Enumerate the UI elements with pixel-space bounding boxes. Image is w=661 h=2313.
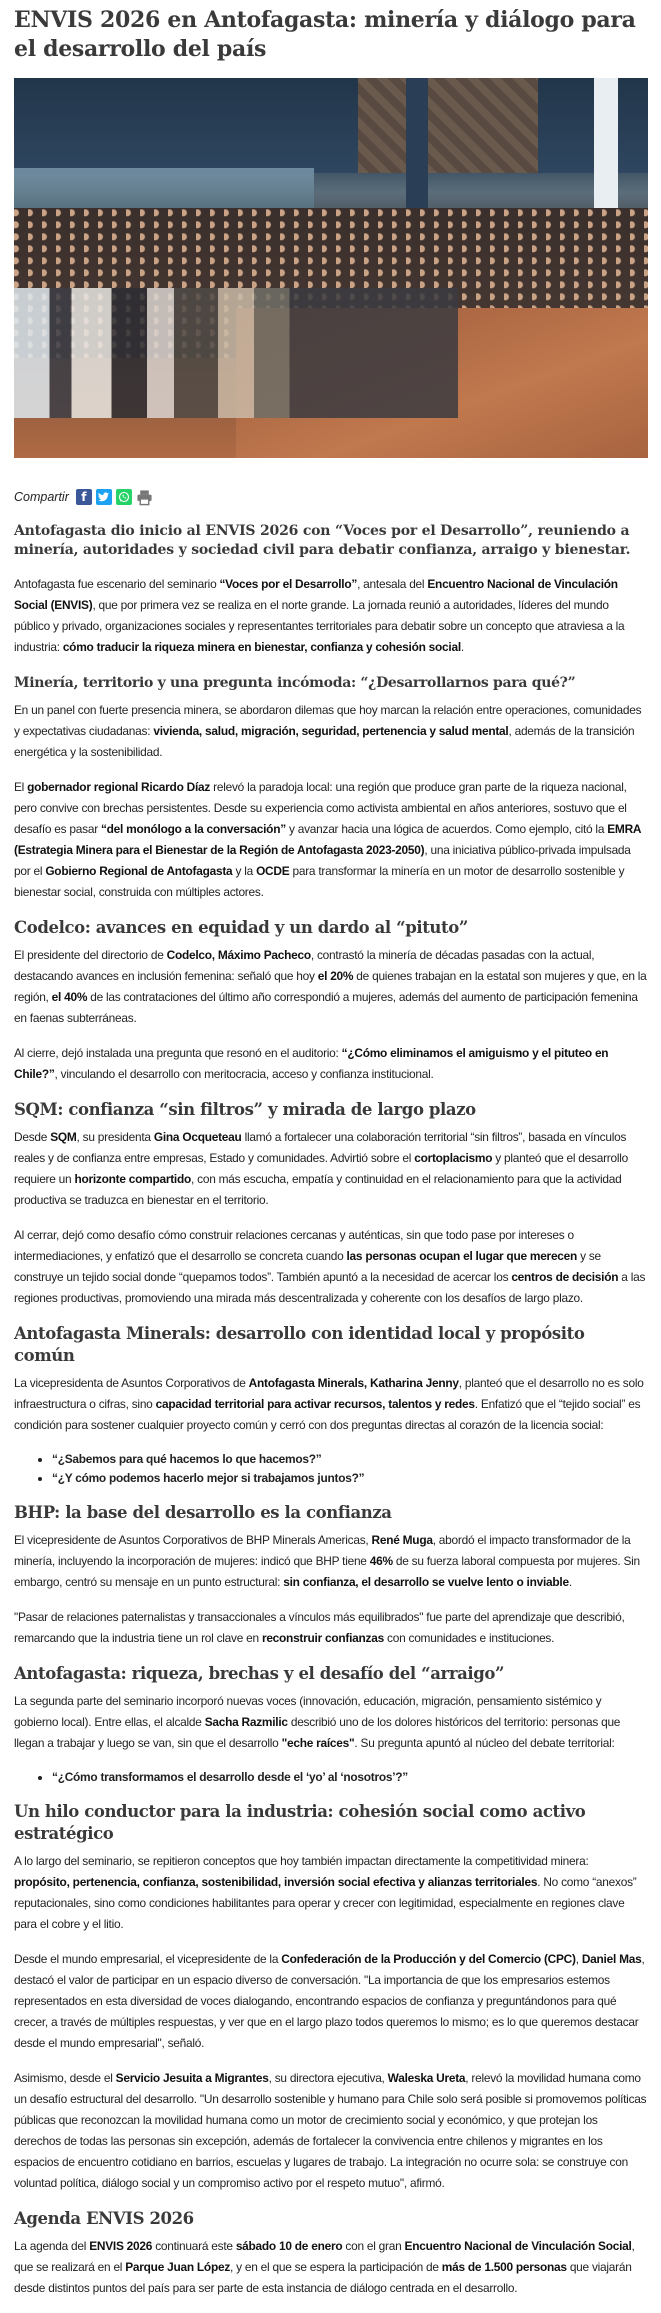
- list-item: • “¿Y cómo podemos hacerlo mejor si trabajamos juntos?”: [52, 1469, 647, 1488]
- paragraph: La agenda del ENVIS 2026 continuará este sábado 10 de enero con el gran Encuentro Nacional de Vinculación Social, que se realizará en el Parque Juan López, y en el que se espera la participación de más de 1.500 personas que viajarán desde distintos puntos del país para ser parte de esta instancia de diálogo centrada en el desarrollo.: [14, 2239, 635, 2295]
- question-list: [14, 1768, 647, 1787]
- twitter-icon[interactable]: [96, 489, 112, 505]
- hero-image: [14, 78, 648, 458]
- paragraph: Desde SQM, su presidenta Gina Ocqueteau llamó a fortalecer una colaboración territorial “sin filtros”, basada en vínculos reales y de confianza entre empresas, Estado y comunidades. Advirtió sobre el cortoplacismo y planteó que el desarrollo requiere un horizonte compartido, con más escucha, empatía y continuidad en el relacionamiento para que la actividad productiva se traduzca en bienestar en el territorio.: [14, 1130, 629, 1207]
- intro-paragraph: Antofagasta fue escenario del seminario “Voces por el Desarrollo”, antesala del Encuentro Nacional de Vinculación Social (ENVIS), que por primera vez se realiza en el norte grande. La jornada reunió a autoridades, líderes del mundo público y privado, organizaciones sociales y representantes territoriales para debatir sobre un concepto que atraviesa a la industria: cómo traducir la riqueza minera en bienestar, confianza y cohesión social.: [14, 577, 625, 654]
- share-label: Compartir: [14, 490, 69, 504]
- article-lead: Antofagasta dio inicio al ENVIS 2026 con “Voces por el Desarrollo”, reuniendo a minería, autoridades y sociedad civil para debatir confianza, arraigo y bienestar.: [14, 523, 631, 558]
- section-heading: SQM: confianza “sin filtros” y mirada de largo plazo: [14, 1100, 476, 1119]
- list-item: • “¿Sabemos para qué hacemos lo que hacemos?”: [52, 1450, 647, 1469]
- paragraph: Asimismo, desde el Servicio Jesuita a Migrantes, su directora ejecutiva, Waleska Ureta, relevó la movilidad humana como un desafío estructural del desarrollo. "Un desarrollo sostenible y humano para Chile solo será posible si promovemos políticas públicas que reconozcan la movilidad humana como un motor de crecimiento social y económico, y que protejan los derechos de todas las personas sin excepción, además de fortalecer la convivencia entre chilenos y migrantes en los espacios de encuentro cotidiano en barrios, escuelas y lugares de trabajo. La integración no ocurre sola: se construye con voluntad política, diálogo social y un compromiso activo por el respeto mutuo", afirmó.: [14, 2071, 647, 2190]
- paragraph: A lo largo del seminario, se repitieron conceptos que hoy también impactan directamente la competitividad minera: propósito, pertenencia, confianza, sostenibilidad, inversión social efectiva y alianzas territoriales. No como “anexos” reputacionales, sino como condiciones habilitantes para operar y crecer con legitimidad, especialmente en regiones clave para el cobre y el litio.: [14, 1854, 637, 1931]
- paragraph: Al cerrar, dejó como desafío cómo construir relaciones cercanas y auténticas, sin que todo pase por intereses o intermediaciones, y enfatizó que el desarrollo se concreta cuando las personas ocupan el lugar que merecen y se construye un tejido social donde “quepamos todos”. También apuntó a la necesidad de acercar los centros de decisión a las regiones productivas, promoviendo una mirada más descentralizada y coherente con los desafíos de largo plazo.: [14, 1228, 646, 1305]
- share-bar: [14, 488, 647, 506]
- section-heading: Antofagasta: riqueza, brechas y el desafío del “arraigo”: [14, 1664, 505, 1683]
- paragraph: Al cierre, dejó instalada una pregunta que resonó en el auditorio: “¿Cómo eliminamos el amiguismo y el pituteo en Chile?”, vinculando el desarrollo con meritocracia, acceso y confianza institucional.: [14, 1046, 609, 1081]
- question-list: [14, 1450, 647, 1488]
- whatsapp-icon[interactable]: [116, 489, 132, 505]
- paragraph: El presidente del directorio de Codelco, Máximo Pacheco, contrastó la minería de décadas pasadas con la actual, destacando avances en inclusión femenina: señaló que hoy el 20% de quienes trabajan en la estatal son mujeres y que, en la región, el 40% de las contrataciones del último año correspondió a mujeres, además del aumento de participación femenina en faenas subterráneas.: [14, 948, 647, 1025]
- section-heading: Codelco: avances en equidad y un dardo al “pituto”: [14, 918, 468, 937]
- section-heading: Agenda ENVIS 2026: [14, 2209, 194, 2228]
- paragraph: En un panel con fuerte presencia minera, se abordaron dilemas que hoy marcan la relación entre operaciones, comunidades y expectativas ciudadanas: vivienda, salud, migración, seguridad, pertenencia y salud mental, además de la transición energética y la sostenibilidad.: [14, 703, 642, 759]
- list-item: • “¿Cómo transformamos el desarrollo desde el ‘yo’ al ‘nosotros’?”: [52, 1768, 647, 1787]
- article-title: ENVIS 2026 en Antofagasta: minería y diálogo para el desarrollo del país: [14, 7, 636, 62]
- print-icon[interactable]: [136, 489, 154, 505]
- section-heading: Minería, territorio y una pregunta incómoda: “¿Desarrollarnos para qué?”: [14, 675, 576, 691]
- paragraph: "Pasar de relaciones paternalistas y transaccionales a vínculos más equilibrados" fue parte del aprendizaje que describió, remarcando que la industria tiene un rol clave en reconstruir confianzas con comunidades e instituciones.: [14, 1610, 625, 1645]
- section-heading: Antofagasta Minerals: desarrollo con identidad local y propósito común: [14, 1324, 585, 1365]
- paragraph: El gobernador regional Ricardo Díaz relevó la paradoja local: una región que produce gran parte de la riqueza nacional, pero convive con brechas persistentes. Desde su experiencia como activista ambiental en años anteriores, sostuvo que el desafío es pasar “del monólogo a la conversación” y avanzar hacia una lógica de acuerdos. Como ejemplo, citó la EMRA (Estrategia Minera para el Bienestar de la Región de Antofagasta 2023-2050), una iniciativa público-privada impulsada por el Gobierno Regional de Antofagasta y la OCDE para transformar la minería en un motor de desarrollo sostenible y bienestar social, construida con múltiples actores.: [14, 780, 641, 899]
- paragraph: La segunda parte del seminario incorporó nuevas voces (innovación, educación, migración, pensamiento sistémico y gobierno local). Entre ellas, el alcalde Sacha Razmilic describió uno de los dolores históricos del territorio: personas que llegan a trabajar y luego se van, sin que el desarrollo "eche raíces". Su pregunta apuntó al núcleo del debate territorial:: [14, 1694, 621, 1750]
- paragraph: La vicepresidenta de Asuntos Corporativos de Antofagasta Minerals, Katharina Jenny, planteó que el desarrollo no es solo infraestructura o cifras, sino capacidad territorial para activar recursos, talentos y redes. Enfatizó que el “tejido social” es condición para sostener cualquier proyecto común y cerró con dos preguntas directas al corazón de la licencia social:: [14, 1376, 644, 1432]
- section-heading: Un hilo conductor para la industria: cohesión social como activo estratégico: [14, 1802, 586, 1843]
- paragraph: Desde el mundo empresarial, el vicepresidente de la Confederación de la Producción y del Comercio (CPC), Daniel Mas, destacó el valor de participar en un espacio diverso de conversación. "La importancia de que los empresarios estemos representados en esta diversidad de voces dialogando, encontrando espacios de confianza y preguntándonos para qué crecer, a través de múltiples respuestas, y ver que en el largo plazo todos queremos lo mismo; es lo que queremos destacar desde el mundo empresarial", señaló.: [14, 1952, 645, 2050]
- paragraph: El vicepresidente de Asuntos Corporativos de BHP Minerals Americas, René Muga, abordó el impacto transformador de la minería, incluyendo la incorporación de mujeres: indicó que BHP tiene 46% de su fuerza laboral compuesta por mujeres. Sin embargo, centró su mensaje en un punto estructural: sin confianza, el desarrollo se vuelve lento o inviable.: [14, 1533, 640, 1589]
- facebook-icon[interactable]: f: [76, 489, 92, 505]
- section-heading: BHP: la base del desarrollo es la confianza: [14, 1503, 392, 1522]
